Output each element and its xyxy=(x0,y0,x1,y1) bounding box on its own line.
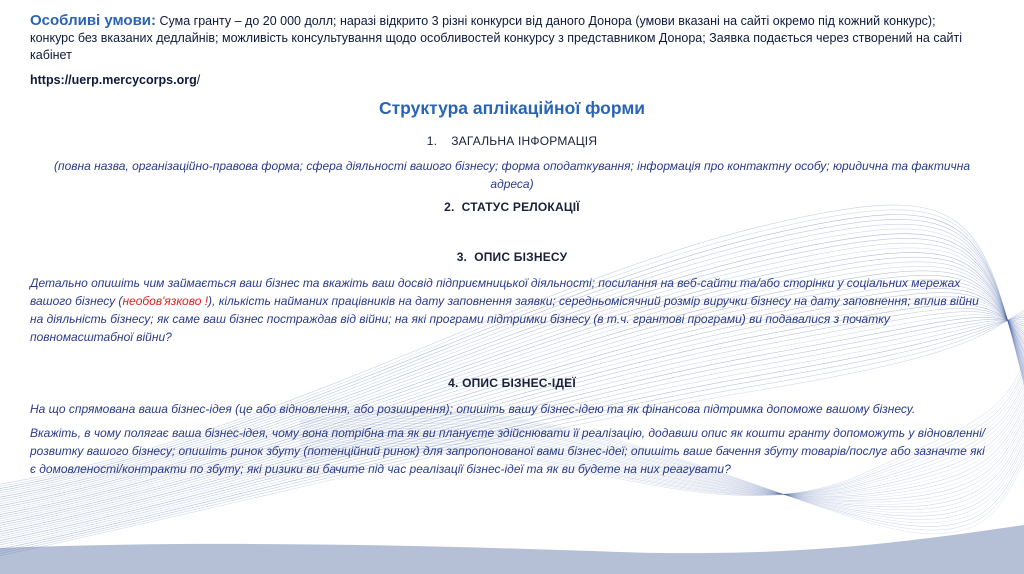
section-number: 4. xyxy=(448,376,459,390)
section-label: ЗАГАЛЬНА ІНФОРМАЦІЯ xyxy=(451,134,598,148)
section-heading-general-info xyxy=(0,134,1024,148)
optional-note: необов'язково ! xyxy=(122,294,209,308)
page-title: Структура аплікаційної форми xyxy=(378,98,646,118)
special-conditions-text: Сума гранту – до 20 000 долл; наразі відкрито 3 різні конкурси від даного Донора (умови вказані на сайті окремо під кожний конкурс); конкурс без вказаних дедлайнів; можливість консультування щодо особливостей конкурсу з представником Донора; Заявка подається через створений на сайті кабінет xyxy=(30,14,963,62)
special-conditions-paragraph xyxy=(30,12,980,64)
business-idea-paragraph-1: На що спрямована ваша бізнес-ідея (це або відновлення, або розширення); опишіть вашу бізнес-ідею та як фінансова підтримка допоможе вашому бізнесу. xyxy=(30,402,916,416)
business-description-text-before: Детально опишіть чим займається ваш бізнес та вкажіть ваш досвід підприємницької діяльності; посилання на веб-сайти та/або сторінки у соціальних мережах вашого бізнесу ( xyxy=(30,276,961,308)
section-heading-relocation-status xyxy=(0,200,1024,214)
section-number: 1. xyxy=(426,134,438,148)
section-label: СТАТУС РЕЛОКАЦІЇ xyxy=(461,200,580,214)
business-idea-paragraph-2: Вкажіть, в чому полягає ваша бізнес-ідея, чому вона потрібна та як ви плануєте здійснювати її реалізацію, додавши опис як кошти гранту допоможуть у відновленні/розвитку вашого бізнесу; опишіть ринок збуту (потенційний ринок) для запропонованої вами бізнес-ідеї; опишіть ваше бачення збуту товарів/послуг або зазначте які є домовленості/контракти по збуту; які ризики ви бачите під час реалізації бізнес-ідеї та як ви будете на них реагувати? xyxy=(30,426,986,476)
section-label: ОПИС БІЗНЕСУ xyxy=(474,250,568,264)
mercycorps-link[interactable] xyxy=(30,73,200,87)
business-description-text-after: ), кількість найманих працівників на дату заповнення заявки; середньомісячний розмір виручки бізнесу на дату заповнення; вплив війни на діяльність бізнесу; як саме ваш бізнес постраждав від війни; на які програми підтримки бізнесу (в т.ч. грантові програми) ви подавалися з початку повномасштабної війни? xyxy=(30,294,979,344)
mercycorps-link-tail[interactable]: / xyxy=(196,73,201,87)
section-heading-business-idea xyxy=(0,376,1024,390)
section-number: 2. xyxy=(444,200,455,214)
general-info-note: (повна назва, організаційно-правова форма; сфера діяльності вашого бізнесу; форма оподаткування; інформація про контактну особу; юридична та фактична адреса) xyxy=(54,159,970,191)
section-label: ОПИС БІЗНЕС-ІДЕЇ xyxy=(462,376,576,390)
section-number: 3. xyxy=(456,250,468,264)
mercycorps-link-url[interactable]: https://uerp.mercycorps.org xyxy=(30,73,197,87)
special-conditions-heading: Особливі умови: xyxy=(30,12,157,29)
section-heading-business-description xyxy=(0,250,1024,264)
business-description-text xyxy=(30,274,990,346)
